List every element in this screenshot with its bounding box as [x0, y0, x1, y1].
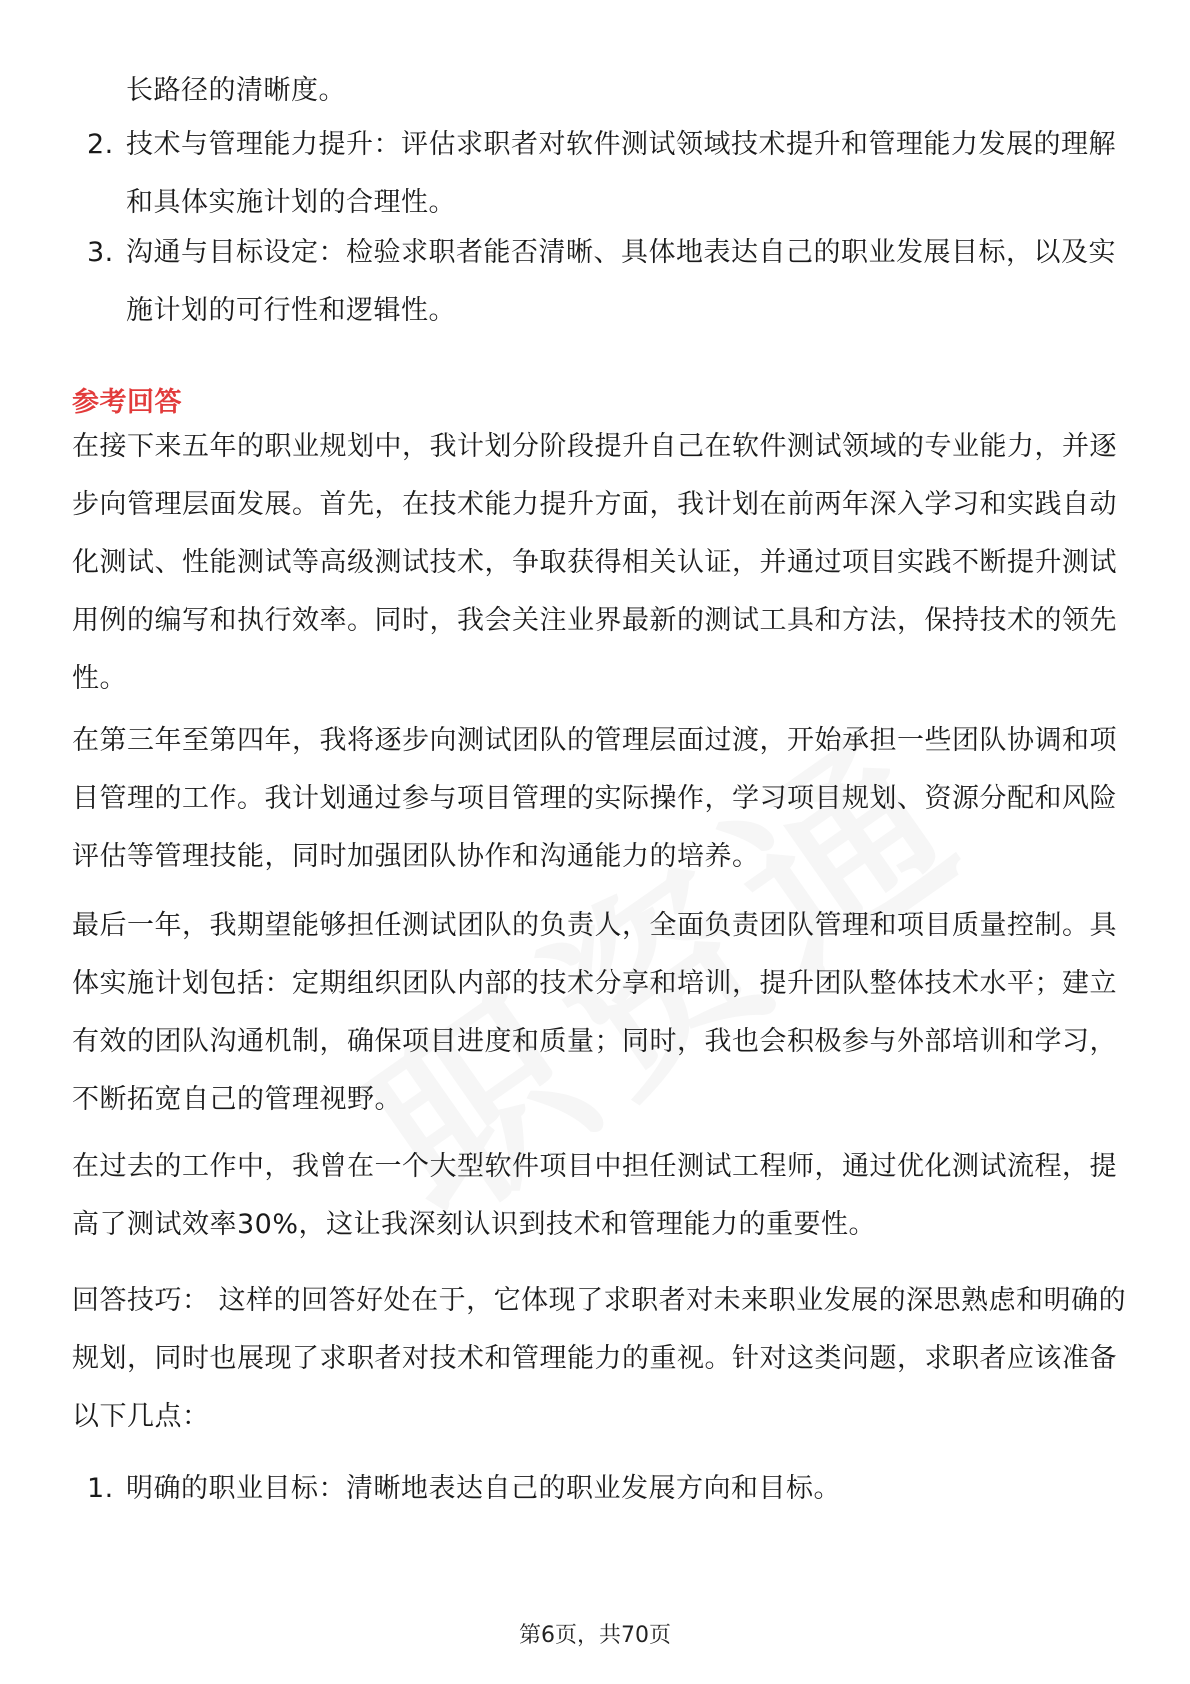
list-item-text: 沟通与目标设定：检验求职者能否清晰、具体地表达自己的职业发展目标，以及实施计划的可行性和逻辑性。 — [126, 237, 1116, 326]
paragraph: 最后一年，我期望能够担任测试团队的负责人，全面负责团队管理和项目质量控制。具体实施计划包括：定期组织团队内部的技术分享和培训，提升团队整体技术水平；建立有效的团队沟通机制，确保项目进度和质量；同时，我也会积极参与外部培训和学习，不断拓宽自己的管理视野。 — [72, 910, 1117, 1115]
list-item-text: 技术与管理能力提升：评估求职者对软件测试领域技术提升和管理能力发展的理解和具体实施计划的合理性。 — [126, 129, 1116, 218]
list-item — [72, 224, 1132, 340]
paragraph: 在接下来五年的职业规划中，我计划分阶段提升自己在软件测试领域的专业能力，并逐步向管理层面发展。首先，在技术能力提升方面，我计划在前两年深入学习和实践自动化测试、性能测试等高级测试技术，争取获得相关认证，并通过项目实践不断提升测试用例的编写和执行效率。同时，我会关注业界最新的测试工具和方法，保持技术的领先性。 — [72, 431, 1117, 694]
paragraph: 在第三年至第四年，我将逐步向测试团队的管理层面过渡，开始承担一些团队协调和项目管理的工作。我计划通过参与项目管理的实际操作，学习项目规划、资源分配和风险评估等管理技能，同时加强团队协作和沟通能力的培养。 — [72, 725, 1117, 872]
list-item — [72, 1460, 1132, 1518]
page-number: 第6页，共70页 — [519, 1623, 671, 1648]
list-item — [72, 116, 1132, 232]
paragraph: 在过去的工作中，我曾在一个大型软件项目中担任测试工程师，通过优化测试流程，提高了测试效率30%，这让我深刻认识到技术和管理能力的重要性。 — [72, 1151, 1117, 1240]
section-heading: 参考回答 — [72, 387, 182, 418]
list-item-continuation: 长路径的清晰度。 — [126, 75, 346, 106]
list-item-number: 2. — [87, 129, 114, 160]
list-item-text: 明确的职业目标：清晰地表达自己的职业发展方向和目标。 — [126, 1473, 841, 1504]
paragraph: 回答技巧： 这样的回答好处在于，它体现了求职者对未来职业发展的深思熟虑和明确的规划，同时也展现了求职者对技术和管理能力的重视。针对这类问题，求职者应该准备以下几点： — [72, 1285, 1127, 1432]
list-item-number: 3. — [87, 237, 114, 268]
list-item-number: 1. — [87, 1473, 114, 1504]
